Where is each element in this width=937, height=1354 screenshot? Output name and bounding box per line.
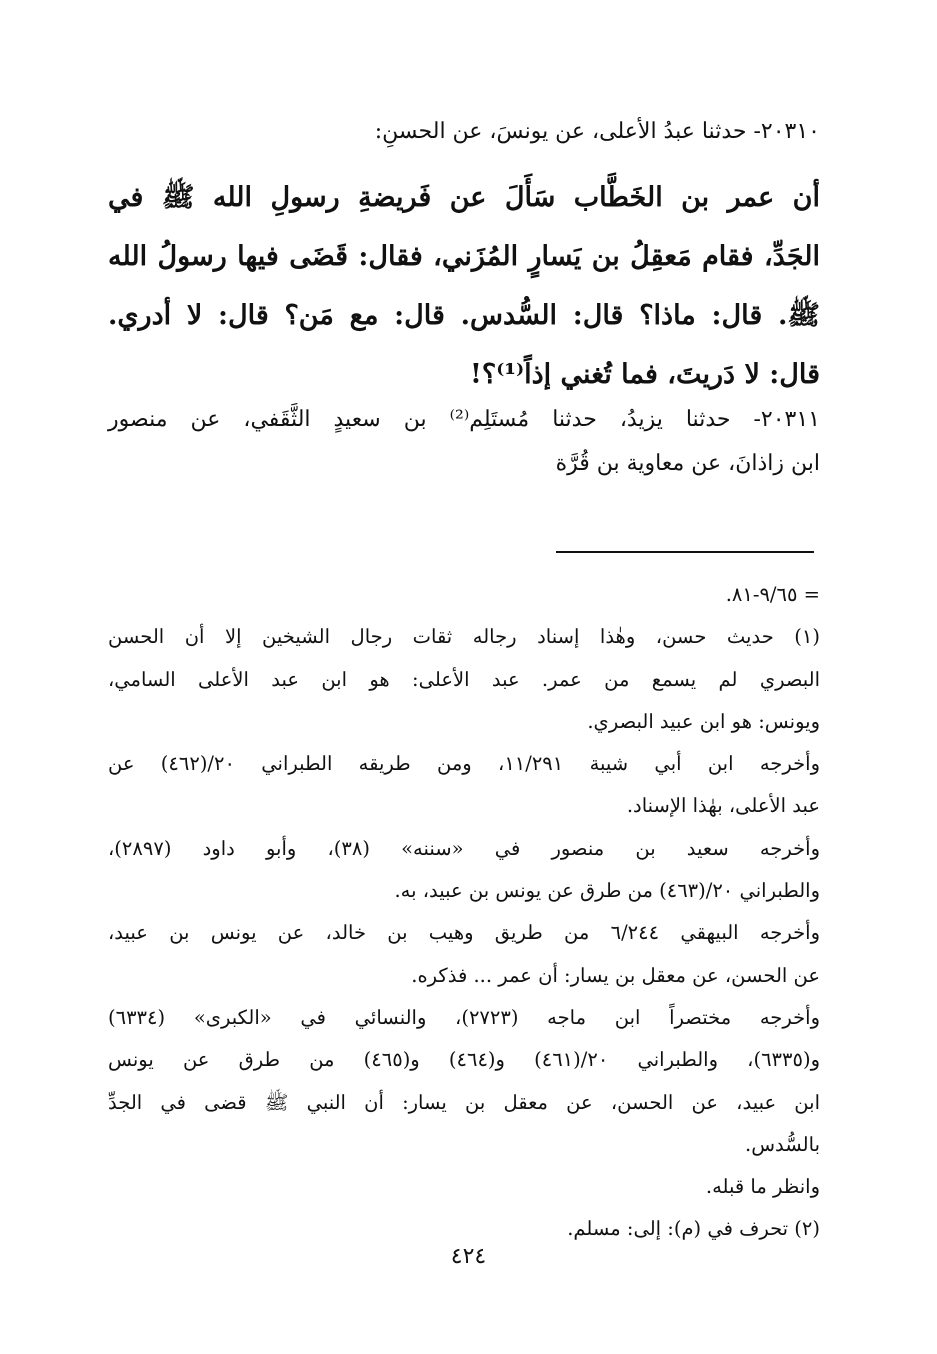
footnote-line: بالسُّدس. [745, 1132, 820, 1156]
footnote-line: وأخرجه سعيد بن منصور في «سننه» (٣٨)، وأبو داود (٢٨٩٧)، [108, 836, 820, 860]
hadith-line: ٢٠٣١١- حدثنا يزيدُ، حدثنا مُستَلِم⁽²⁾ بن سعيدٍ الثَّقَفي، عن منصور [108, 407, 820, 432]
footnote-line: وأخرجه ابن أبي شيبة ١١/٢٩١، ومن طريقه الطبراني ٢٠/(٤٦٢) عن [108, 752, 820, 776]
footnote-line: (٢) تحرف في (م): إلى: مسلم. [567, 1217, 820, 1241]
hadith-2311 [108, 398, 820, 486]
hadith-line: ﷺ. قال: ماذا؟ قال: السُّدس. قال: مع مَن؟ قال: لا أدري. [108, 300, 820, 331]
footnote-line: والطبراني ٢٠/(٤٦٣) من طرق عن يونس بن عبيد، به. [394, 879, 820, 903]
hadith-line: قال: لا دَريتَ، فما تُغني إذاً⁽¹⁾؟! [470, 359, 820, 390]
footnote-line: و(٦٣٣٥)، والطبراني ٢٠/(٤٦١) و(٤٦٤) و(٤٦٥) من طرق عن يونس [108, 1048, 820, 1072]
footnote-line: البصري لم يسمع من عمر. عبد الأعلى: هو ابن عبد الأعلى السامي، [108, 667, 820, 691]
footnote-line: ابن عبيد، عن الحسن، عن معقل بن يسار: أن النبي ﷺ قضى في الجدِّ [108, 1090, 820, 1114]
footnotes [108, 574, 820, 1251]
footnote-line: = ٩/٦٥-٨١. [725, 583, 820, 606]
footnote-line: وأخرجه مختصراً ابن ماجه (٢٧٢٣)، والنسائي في «الكبرى» (٦٣٣٤) [108, 1005, 820, 1029]
hadith-2310-chain [108, 112, 820, 152]
footnote-line: (١) حديث حسن، وهٰذا إسناد رجاله ثقات رجال الشيخين إلا أن الحسن [108, 625, 820, 649]
hadith-line: ابن زاذانَ، عن معاوية بن قُرَّة [555, 451, 820, 476]
page-number: ٤٢٤ [450, 1244, 487, 1269]
footnote-line: وأخرجه البيهقي ٦/٢٤٤ من طريق وهيب بن خالد، عن يونس بن عبيد، [108, 921, 820, 945]
footnote-line: ويونس: هو ابن عبيد البصري. [587, 709, 820, 733]
footnote-line: وانظر ما قبله. [705, 1175, 820, 1199]
hadith-line: الجَدِّ، فقام مَعقِلُ بن يَسارٍ المُزَني، فقال: قَضَى فيها رسولُ الله [108, 241, 820, 272]
hadith-line: أن عمر بن الخَطَّاب سَأَلَ عن فَريضةِ رسولِ الله ﷺ في [108, 182, 820, 213]
footnote-divider [556, 551, 814, 553]
footnote-line: عبد الأعلى، بهٰذا الإسناد. [626, 794, 820, 818]
footnote-line: عن الحسن، عن معقل بن يسار: أن عمر ... فذكره. [411, 963, 820, 987]
hadith-2310-intro: ٢٠٣١٠- حدثنا عبدُ الأعلى، عن يونسَ، عن الحسنِ: [374, 119, 820, 144]
hadith-2310-text [108, 168, 820, 404]
